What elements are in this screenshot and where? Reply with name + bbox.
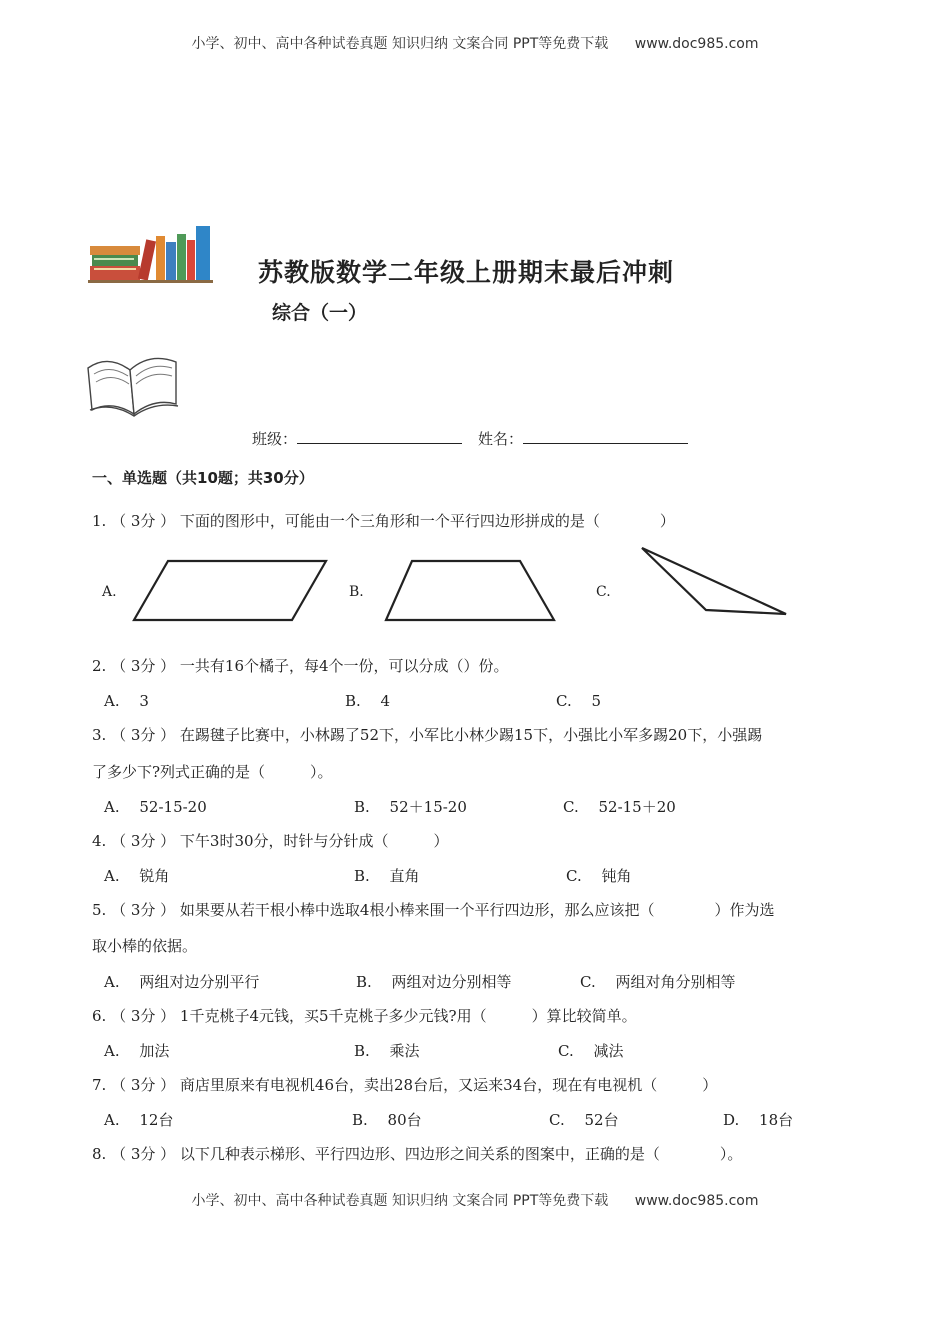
q3-option-b[interactable]: B. 52＋15-20 [354,798,467,816]
trapezoid-shape [382,558,558,624]
question-5: 5. （ 3分 ） 如果要从若干根小棒中选取4根小棒来围一个平行四边形，那么应该把（ ）作为选 [92,901,775,919]
question-8: 8. （ 3分 ） 以下几种表示梯形、平行四边形、四边形之间关系的图案中，正确的是（ ）。 [92,1145,743,1163]
name-blank[interactable] [523,431,688,444]
q4-option-a[interactable]: A. 锐角 [104,867,170,885]
class-blank[interactable] [297,431,462,444]
class-label: 班级： [252,430,298,448]
footer-text: 小学、初中、高中各种试卷真题 知识归纳 文案合同 PPT等免费下载 [191,1193,609,1209]
q4-option-b[interactable]: B. 直角 [354,867,420,885]
footer-site-link[interactable]: www.doc985.com [634,1193,759,1209]
q1-option-a[interactable]: A. [102,584,117,600]
question-5-line-2: 取小棒的依据。 [92,937,198,955]
q2-option-c[interactable]: C. 5 [556,692,602,710]
question-1: 1. （ 3分 ） 下面的图形中，可能由一个三角形和一个平行四边形拼成的是（ ） [92,512,675,530]
page-footer [0,1190,950,1210]
question-6: 6. （ 3分 ） 1千克桃子4元钱，买5千克桃子多少元钱?用（ ）算比较简单。 [92,1007,637,1025]
q6-option-b[interactable]: B. 乘法 [354,1042,420,1060]
question-4: 4. （ 3分 ） 下午3时30分，时针与分针成（ ） [92,832,449,850]
header-text: 小学、初中、高中各种试卷真题 知识归纳 文案合同 PPT等免费下载 [191,36,609,52]
q3-option-c[interactable]: C. 52-15＋20 [563,798,676,816]
q1-option-b[interactable]: B. [349,584,364,600]
question-2: 2. （ 3分 ） 一共有16个橘子，每4个一份，可以分成（）份。 [92,657,509,675]
q6-option-c[interactable]: C. 减法 [558,1042,624,1060]
q5-option-a[interactable]: A. 两组对边分别平行 [104,973,260,991]
page-title: 苏教版数学二年级上册期末最后冲刺 [258,258,675,287]
page-header [0,33,950,53]
q3-option-a[interactable]: A. 52-15-20 [104,798,207,816]
open-book-icon [84,348,182,418]
section-heading: 一、单选题（共10题；共30分） [92,469,314,487]
q2-option-b[interactable]: B. 4 [345,692,391,710]
q4-option-c[interactable]: C. 钝角 [566,867,632,885]
parallelogram-shape [130,558,330,624]
q7-option-a[interactable]: A. 12台 [104,1111,174,1129]
q7-option-c[interactable]: C. 52台 [549,1111,619,1129]
q5-option-b[interactable]: B. 两组对边分别相等 [356,973,512,991]
question-3-line-2: 了多少下?列式正确的是（ ）。 [92,763,333,781]
question-3: 3. （ 3分 ） 在踢毽子比赛中，小林踢了52下，小军比小林少踢15下，小强比小军多踢20下，小强踢 [92,726,763,744]
student-info-row [252,428,688,449]
q6-option-a[interactable]: A. 加法 [104,1042,170,1060]
page-subtitle: 综合（一） [272,302,368,324]
name-label: 姓名： [478,430,524,448]
q1-option-c[interactable]: C. [596,584,611,600]
q2-option-a[interactable]: A. 3 [104,692,149,710]
q7-option-d[interactable]: D. 18台 [723,1111,794,1129]
q5-option-c[interactable]: C. 两组对角分别相等 [580,973,736,991]
q7-option-b[interactable]: B. 80台 [352,1111,422,1129]
triangle-shape [636,544,792,618]
question-7: 7. （ 3分 ） 商店里原来有电视机46台，卖出28台后，又运来34台，现在有电视机（ ） [92,1076,718,1094]
header-site-link[interactable]: www.doc985.com [634,36,759,52]
books-stack-icon [88,222,213,284]
